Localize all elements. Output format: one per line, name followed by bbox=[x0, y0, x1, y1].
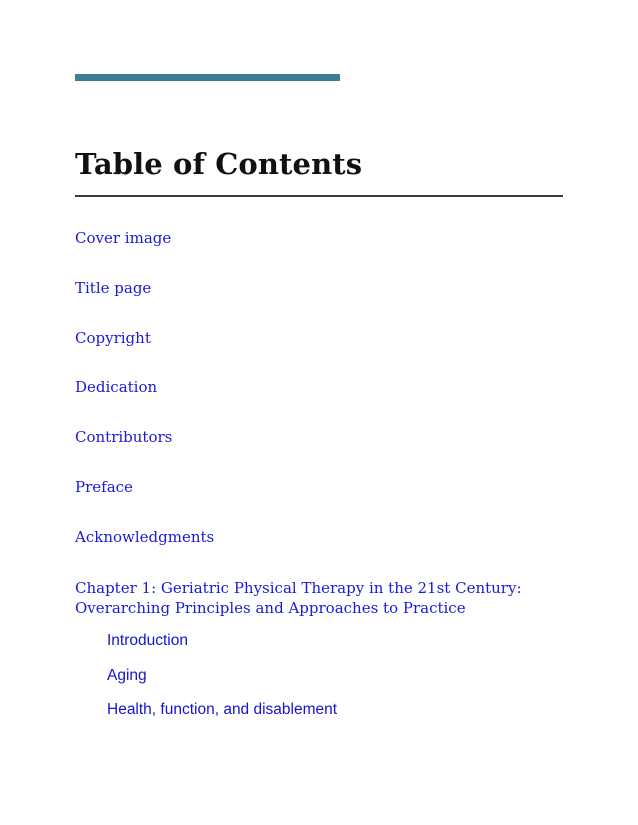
toc-link-dedication[interactable]: Dedication bbox=[75, 378, 158, 396]
toc-link-title-page[interactable]: Title page bbox=[75, 279, 152, 297]
toc-link-health-function-disablement[interactable]: Health, function, and disablement bbox=[107, 701, 338, 718]
toc-link-preface[interactable]: Preface bbox=[75, 478, 133, 496]
toc-link-chapter-1[interactable] bbox=[75, 578, 522, 618]
title-divider bbox=[75, 195, 563, 197]
chapter-1-title-line-2: Overarching Principles and Approaches to Practice bbox=[75, 599, 466, 617]
header-accent-bar bbox=[75, 74, 340, 81]
page-title: Table of Contents bbox=[75, 147, 363, 181]
toc-link-aging[interactable]: Aging bbox=[107, 667, 147, 684]
toc-link-introduction[interactable]: Introduction bbox=[107, 632, 188, 649]
toc-link-acknowledgments[interactable]: Acknowledgments bbox=[75, 528, 215, 546]
toc-link-contributors[interactable]: Contributors bbox=[75, 428, 173, 446]
chapter-1-title-line-1: Chapter 1: Geriatric Physical Therapy in the 21st Century: bbox=[75, 579, 522, 597]
toc-link-copyright[interactable]: Copyright bbox=[75, 329, 151, 347]
toc-link-cover-image[interactable]: Cover image bbox=[75, 229, 172, 247]
